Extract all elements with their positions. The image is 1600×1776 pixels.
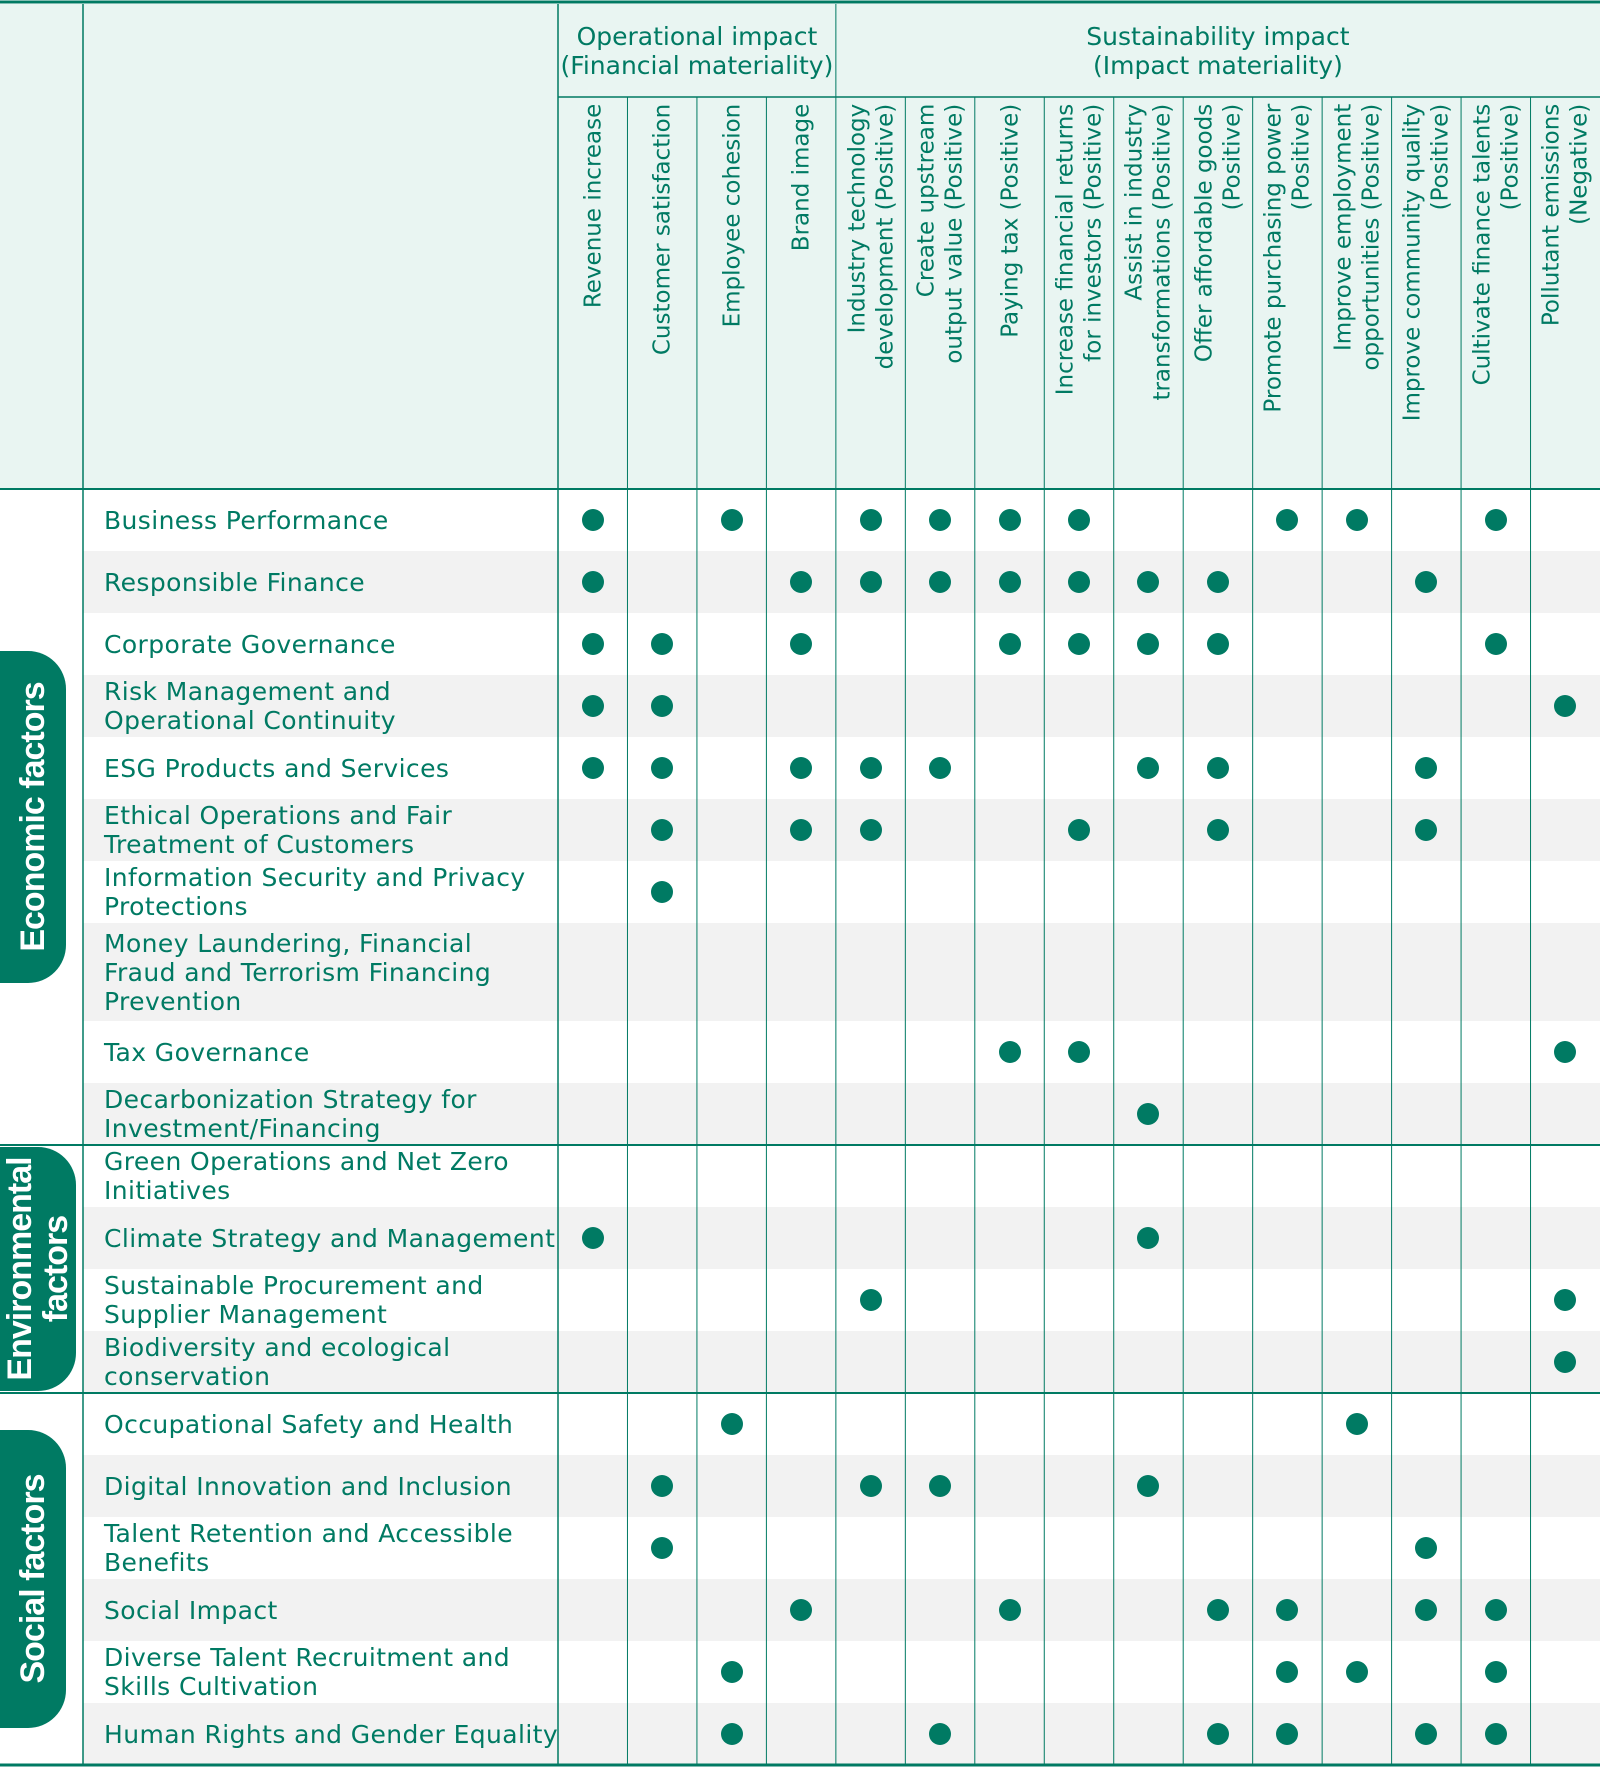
materiality-dot: [1485, 1661, 1507, 1683]
materiality-dot: [651, 695, 673, 717]
materiality-dot: [651, 1537, 673, 1559]
issue-label: [104, 923, 555, 1021]
materiality-dot: [1137, 1475, 1159, 1497]
category-label-line: Environmental: [1, 1157, 39, 1381]
materiality-dot: [721, 509, 743, 531]
issue-label-line: Operational Continuity: [104, 706, 397, 735]
group-header-sustainability-line: Sustainability impact: [1086, 21, 1350, 51]
issue-label: [104, 489, 555, 551]
issue-label: [104, 861, 555, 923]
materiality-dot: [1137, 633, 1159, 655]
materiality-dot: [1068, 1041, 1090, 1063]
issues-header: [83, 4, 558, 489]
materiality-dot: [1207, 1599, 1229, 1621]
materiality-dot: [860, 819, 882, 841]
materiality-dot: [1485, 509, 1507, 531]
issue-label-line: Social Impact: [104, 1595, 278, 1625]
column-header: [630, 104, 693, 482]
group-header-operational: [558, 4, 836, 97]
issue-label-line: Diverse Talent Recruitment and: [104, 1643, 510, 1672]
column-header: [1186, 104, 1249, 482]
column-header: [769, 104, 832, 482]
category-label-line: Economic factors: [14, 682, 52, 952]
materiality-dot: [1415, 571, 1437, 593]
materiality-dot: [1346, 1661, 1368, 1683]
column-header-line: Brand image: [788, 103, 815, 252]
issue-label: [104, 1021, 555, 1083]
issue-label-line: Green Operations and Net Zero: [104, 1147, 509, 1176]
column-header: [1047, 104, 1110, 482]
issue-label: [104, 1703, 559, 1765]
materiality-dot: [999, 509, 1021, 531]
column-header-line: (Negative): [1566, 103, 1593, 226]
materiality-dot: [790, 571, 812, 593]
materiality-dot: [582, 695, 604, 717]
materiality-dot: [1207, 819, 1229, 841]
issue-label: [104, 1517, 555, 1579]
materiality-dot: [1207, 571, 1229, 593]
issue-label-line: Ethical Operations and Fair: [104, 801, 453, 830]
column-header: [1325, 104, 1388, 482]
column-header-line: Customer satisfaction: [649, 103, 676, 356]
materiality-dot: [1068, 571, 1090, 593]
issue-label: [104, 1393, 555, 1455]
column-header-line: opportunities (Positive): [1357, 103, 1384, 371]
materiality-dot: [1137, 1103, 1159, 1125]
column-header-line: (Positive): [1427, 103, 1454, 211]
issue-label: [104, 799, 555, 861]
materiality-dot: [1415, 819, 1437, 841]
issue-label: [104, 551, 555, 613]
materiality-dot: [790, 819, 812, 841]
issue-label-line: Information Security and Privacy: [104, 863, 526, 892]
column-header-line: Promote purchasing power: [1260, 103, 1287, 413]
issue-label: [104, 613, 555, 675]
issue-label: [104, 1641, 555, 1703]
column-header-line: transformations (Positive): [1149, 103, 1176, 401]
materiality-dot: [999, 633, 1021, 655]
materiality-dot: [582, 633, 604, 655]
materiality-dot: [1137, 757, 1159, 779]
column-header-line: Employee cohesion: [718, 103, 745, 328]
materiality-dot: [721, 1661, 743, 1683]
materiality-dot: [721, 1413, 743, 1435]
column-header-line: output value (Positive): [941, 103, 968, 364]
materiality-dot: [582, 571, 604, 593]
materiality-dot: [582, 757, 604, 779]
column-header: [978, 104, 1041, 482]
column-header-line: Create upstream: [913, 103, 940, 298]
issue-label-line: Risk Management and: [104, 677, 392, 706]
issue-label-line: Supplier Management: [104, 1300, 388, 1329]
issue-label: [104, 737, 555, 799]
materiality-dot: [1554, 695, 1576, 717]
issue-label: [104, 1331, 555, 1393]
column-header: [1395, 104, 1458, 482]
materiality-dot: [582, 509, 604, 531]
column-header-line: development (Positive): [871, 103, 898, 370]
column-header-line: Revenue increase: [579, 103, 606, 309]
issue-label-line: Tax Governance: [104, 1037, 310, 1067]
issue-label-line: Talent Retention and Accessible: [104, 1519, 513, 1548]
issue-label-line: ESG Products and Services: [104, 753, 450, 783]
issue-label-line: Prevention: [104, 986, 242, 1016]
category-label: [0, 1430, 66, 1728]
materiality-dot: [1207, 1723, 1229, 1745]
materiality-dot: [1068, 819, 1090, 841]
issue-label-line: Decarbonization Strategy for: [104, 1085, 477, 1114]
materiality-dot: [929, 509, 951, 531]
group-header-operational-line: (Financial materiality): [560, 50, 834, 80]
column-header-line: (Positive): [1288, 103, 1315, 211]
issue-label-line: Climate Strategy and Management: [104, 1223, 556, 1253]
materiality-dot: [1068, 633, 1090, 655]
materiality-dot: [929, 1475, 951, 1497]
materiality-dot: [1137, 571, 1159, 593]
materiality-dot: [860, 571, 882, 593]
category-label: [0, 651, 66, 983]
column-header-line: Offer affordable goods: [1190, 103, 1217, 363]
column-header-line: Assist in industry: [1121, 103, 1148, 301]
issue-label: [104, 1269, 555, 1331]
materiality-dot: [1485, 1723, 1507, 1745]
issue-label: [104, 675, 555, 737]
issue-label: [104, 1455, 555, 1517]
column-header: [839, 104, 902, 482]
group-header-sustainability-line: (Impact materiality): [1093, 50, 1343, 80]
materiality-dot: [999, 1599, 1021, 1621]
materiality-dot: [929, 1723, 951, 1745]
column-header: [1256, 104, 1319, 482]
materiality-dot: [860, 1289, 882, 1311]
column-header: [561, 104, 624, 482]
materiality-dot: [651, 633, 673, 655]
column-header: [1117, 104, 1180, 482]
issue-label: [104, 1145, 555, 1207]
materiality-dot: [1276, 509, 1298, 531]
issue-label-line: Money Laundering, Financial: [104, 928, 473, 958]
issue-label-line: Business Performance: [104, 505, 389, 535]
issue-label-line: Sustainable Procurement and: [104, 1271, 484, 1300]
materiality-dot: [860, 509, 882, 531]
materiality-dot: [999, 1041, 1021, 1063]
materiality-dot: [929, 571, 951, 593]
materiality-dot: [721, 1723, 743, 1745]
materiality-dot: [1554, 1289, 1576, 1311]
materiality-dot: [651, 1475, 673, 1497]
issue-label-line: Treatment of Customers: [104, 830, 415, 859]
issue-label: [104, 1579, 555, 1641]
column-header-line: Paying tax (Positive): [996, 103, 1023, 339]
materiality-dot: [651, 881, 673, 903]
column-header-line: for investors (Positive): [1079, 103, 1106, 363]
column-header-line: Improve community quality: [1399, 103, 1426, 422]
column-header: [908, 104, 971, 482]
materiality-dot: [651, 757, 673, 779]
column-header: [1464, 104, 1527, 482]
issue-label-line: Benefits: [104, 1548, 210, 1577]
materiality-dot: [1068, 509, 1090, 531]
materiality-dot: [1346, 509, 1368, 531]
materiality-dot: [1415, 1723, 1437, 1745]
issue-label: [104, 1083, 555, 1145]
materiality-dot: [1137, 1227, 1159, 1249]
category-label-line: Social factors: [14, 1474, 52, 1684]
materiality-dot: [1346, 1413, 1368, 1435]
materiality-dot: [1276, 1599, 1298, 1621]
issue-label-line: Responsible Finance: [104, 567, 366, 597]
materiality-dot: [790, 757, 812, 779]
issue-label-line: Digital Innovation and Inclusion: [104, 1471, 512, 1501]
materiality-dot: [790, 1599, 812, 1621]
issue-label-line: Initiatives: [104, 1176, 231, 1205]
materiality-dot: [860, 757, 882, 779]
issue-label-line: conservation: [104, 1362, 271, 1391]
column-header-line: Cultivate finance talents: [1468, 103, 1495, 386]
issue-label-line: Protections: [104, 892, 248, 921]
materiality-dot: [1415, 1599, 1437, 1621]
materiality-dot: [582, 1227, 604, 1249]
column-header-line: Pollutant emissions: [1538, 103, 1565, 327]
materiality-dot: [1207, 633, 1229, 655]
group-header-sustainability: [836, 4, 1600, 97]
issue-label-line: Biodiversity and ecological: [104, 1333, 451, 1362]
group-header-operational-line: Operational impact: [576, 21, 818, 51]
materiality-dot: [1554, 1041, 1576, 1063]
materiality-dot: [999, 571, 1021, 593]
issue-label-line: Corporate Governance: [104, 629, 396, 659]
materiality-dot: [1207, 757, 1229, 779]
column-header-line: Improve employment: [1329, 103, 1356, 352]
column-header: [700, 104, 763, 482]
column-header-line: (Positive): [1496, 103, 1523, 211]
category-label-line: factors: [37, 1215, 75, 1323]
materiality-dot: [1415, 757, 1437, 779]
category-header: [22, 147, 62, 347]
issue-label-line: Fraud and Terrorism Financing: [104, 957, 492, 987]
materiality-dot: [860, 1475, 882, 1497]
category-label: [0, 1147, 76, 1391]
column-header-line: (Positive): [1218, 103, 1245, 211]
materiality-dot: [1554, 1351, 1576, 1373]
materiality-dot: [790, 633, 812, 655]
materiality-dot: [1276, 1661, 1298, 1683]
materiality-dot: [1415, 1537, 1437, 1559]
materiality-dot: [1485, 1599, 1507, 1621]
issue-label-line: Skills Cultivation: [104, 1672, 319, 1701]
column-header-line: Industry technology: [843, 103, 870, 334]
column-header: [1534, 104, 1597, 482]
materiality-dot: [1485, 633, 1507, 655]
materiality-dot: [929, 757, 951, 779]
issue-label-line: Occupational Safety and Health: [104, 1409, 514, 1439]
materiality-dot: [1276, 1723, 1298, 1745]
issue-label: [104, 1207, 555, 1269]
issue-label-line: Investment/Financing: [104, 1114, 381, 1143]
materiality-dot: [651, 819, 673, 841]
column-header-line: Increase financial returns: [1051, 103, 1078, 396]
issue-label-line: Human Rights and Gender Equality: [104, 1719, 559, 1749]
